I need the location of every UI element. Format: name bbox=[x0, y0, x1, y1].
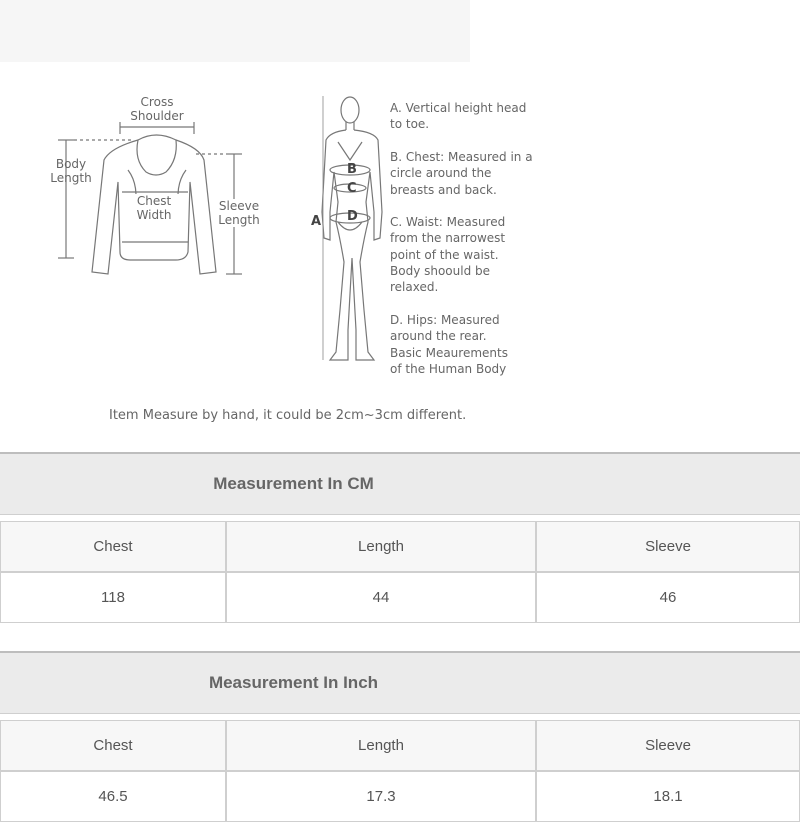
inch-header-sleeve: Sleeve bbox=[536, 720, 800, 771]
cm-value-sleeve: 46 bbox=[536, 572, 800, 623]
cm-table-title: Measurement In CM bbox=[213, 474, 374, 493]
inch-value-length: 17.3 bbox=[226, 771, 536, 822]
letter-a: A bbox=[311, 214, 322, 229]
inch-header-chest: Chest bbox=[0, 720, 226, 771]
cross-shoulder-label: Cross Shoulder bbox=[130, 95, 184, 123]
cm-table-title-cell bbox=[0, 452, 800, 515]
inch-table bbox=[0, 651, 800, 822]
cm-table bbox=[0, 452, 800, 623]
chest-width-label: Chest Width bbox=[124, 194, 184, 222]
cm-header-chest: Chest bbox=[0, 521, 226, 572]
cm-value-chest: 118 bbox=[0, 572, 226, 623]
legend-c: C. Waist: Measured from the narrowest point of the waist. Body shoould be relaxed. bbox=[390, 215, 506, 295]
inch-table-title: Measurement In Inch bbox=[208, 673, 379, 692]
cm-value-length: 44 bbox=[226, 572, 536, 623]
cm-header-length: Length bbox=[226, 521, 536, 572]
legend-d: D. Hips: Measured around the rear. Basic Meaurements of the Human Body bbox=[390, 313, 508, 376]
inch-header-length: Length bbox=[226, 720, 536, 771]
figure-head bbox=[341, 97, 359, 123]
letter-b: B bbox=[347, 162, 357, 177]
sleeve-length-label: Sleeve Length bbox=[212, 199, 266, 227]
letter-c: C bbox=[347, 181, 357, 196]
body-length-label: Body Length bbox=[50, 157, 92, 185]
inch-value-sleeve: 18.1 bbox=[536, 771, 800, 822]
letter-d: D bbox=[347, 209, 358, 224]
legend-b: B. Chest: Measured in a circle around the breasts and back. bbox=[390, 150, 533, 197]
inch-value-chest: 46.5 bbox=[0, 771, 226, 822]
header-band bbox=[0, 0, 470, 62]
size-diagram bbox=[0, 62, 800, 442]
inch-table-title-cell bbox=[0, 651, 800, 714]
legend-a: A. Vertical height head to toe. bbox=[390, 101, 527, 132]
cm-header-sleeve: Sleeve bbox=[536, 521, 800, 572]
measurement-note: Item Measure by hand, it could be 2cm~3cm different. bbox=[109, 408, 467, 423]
